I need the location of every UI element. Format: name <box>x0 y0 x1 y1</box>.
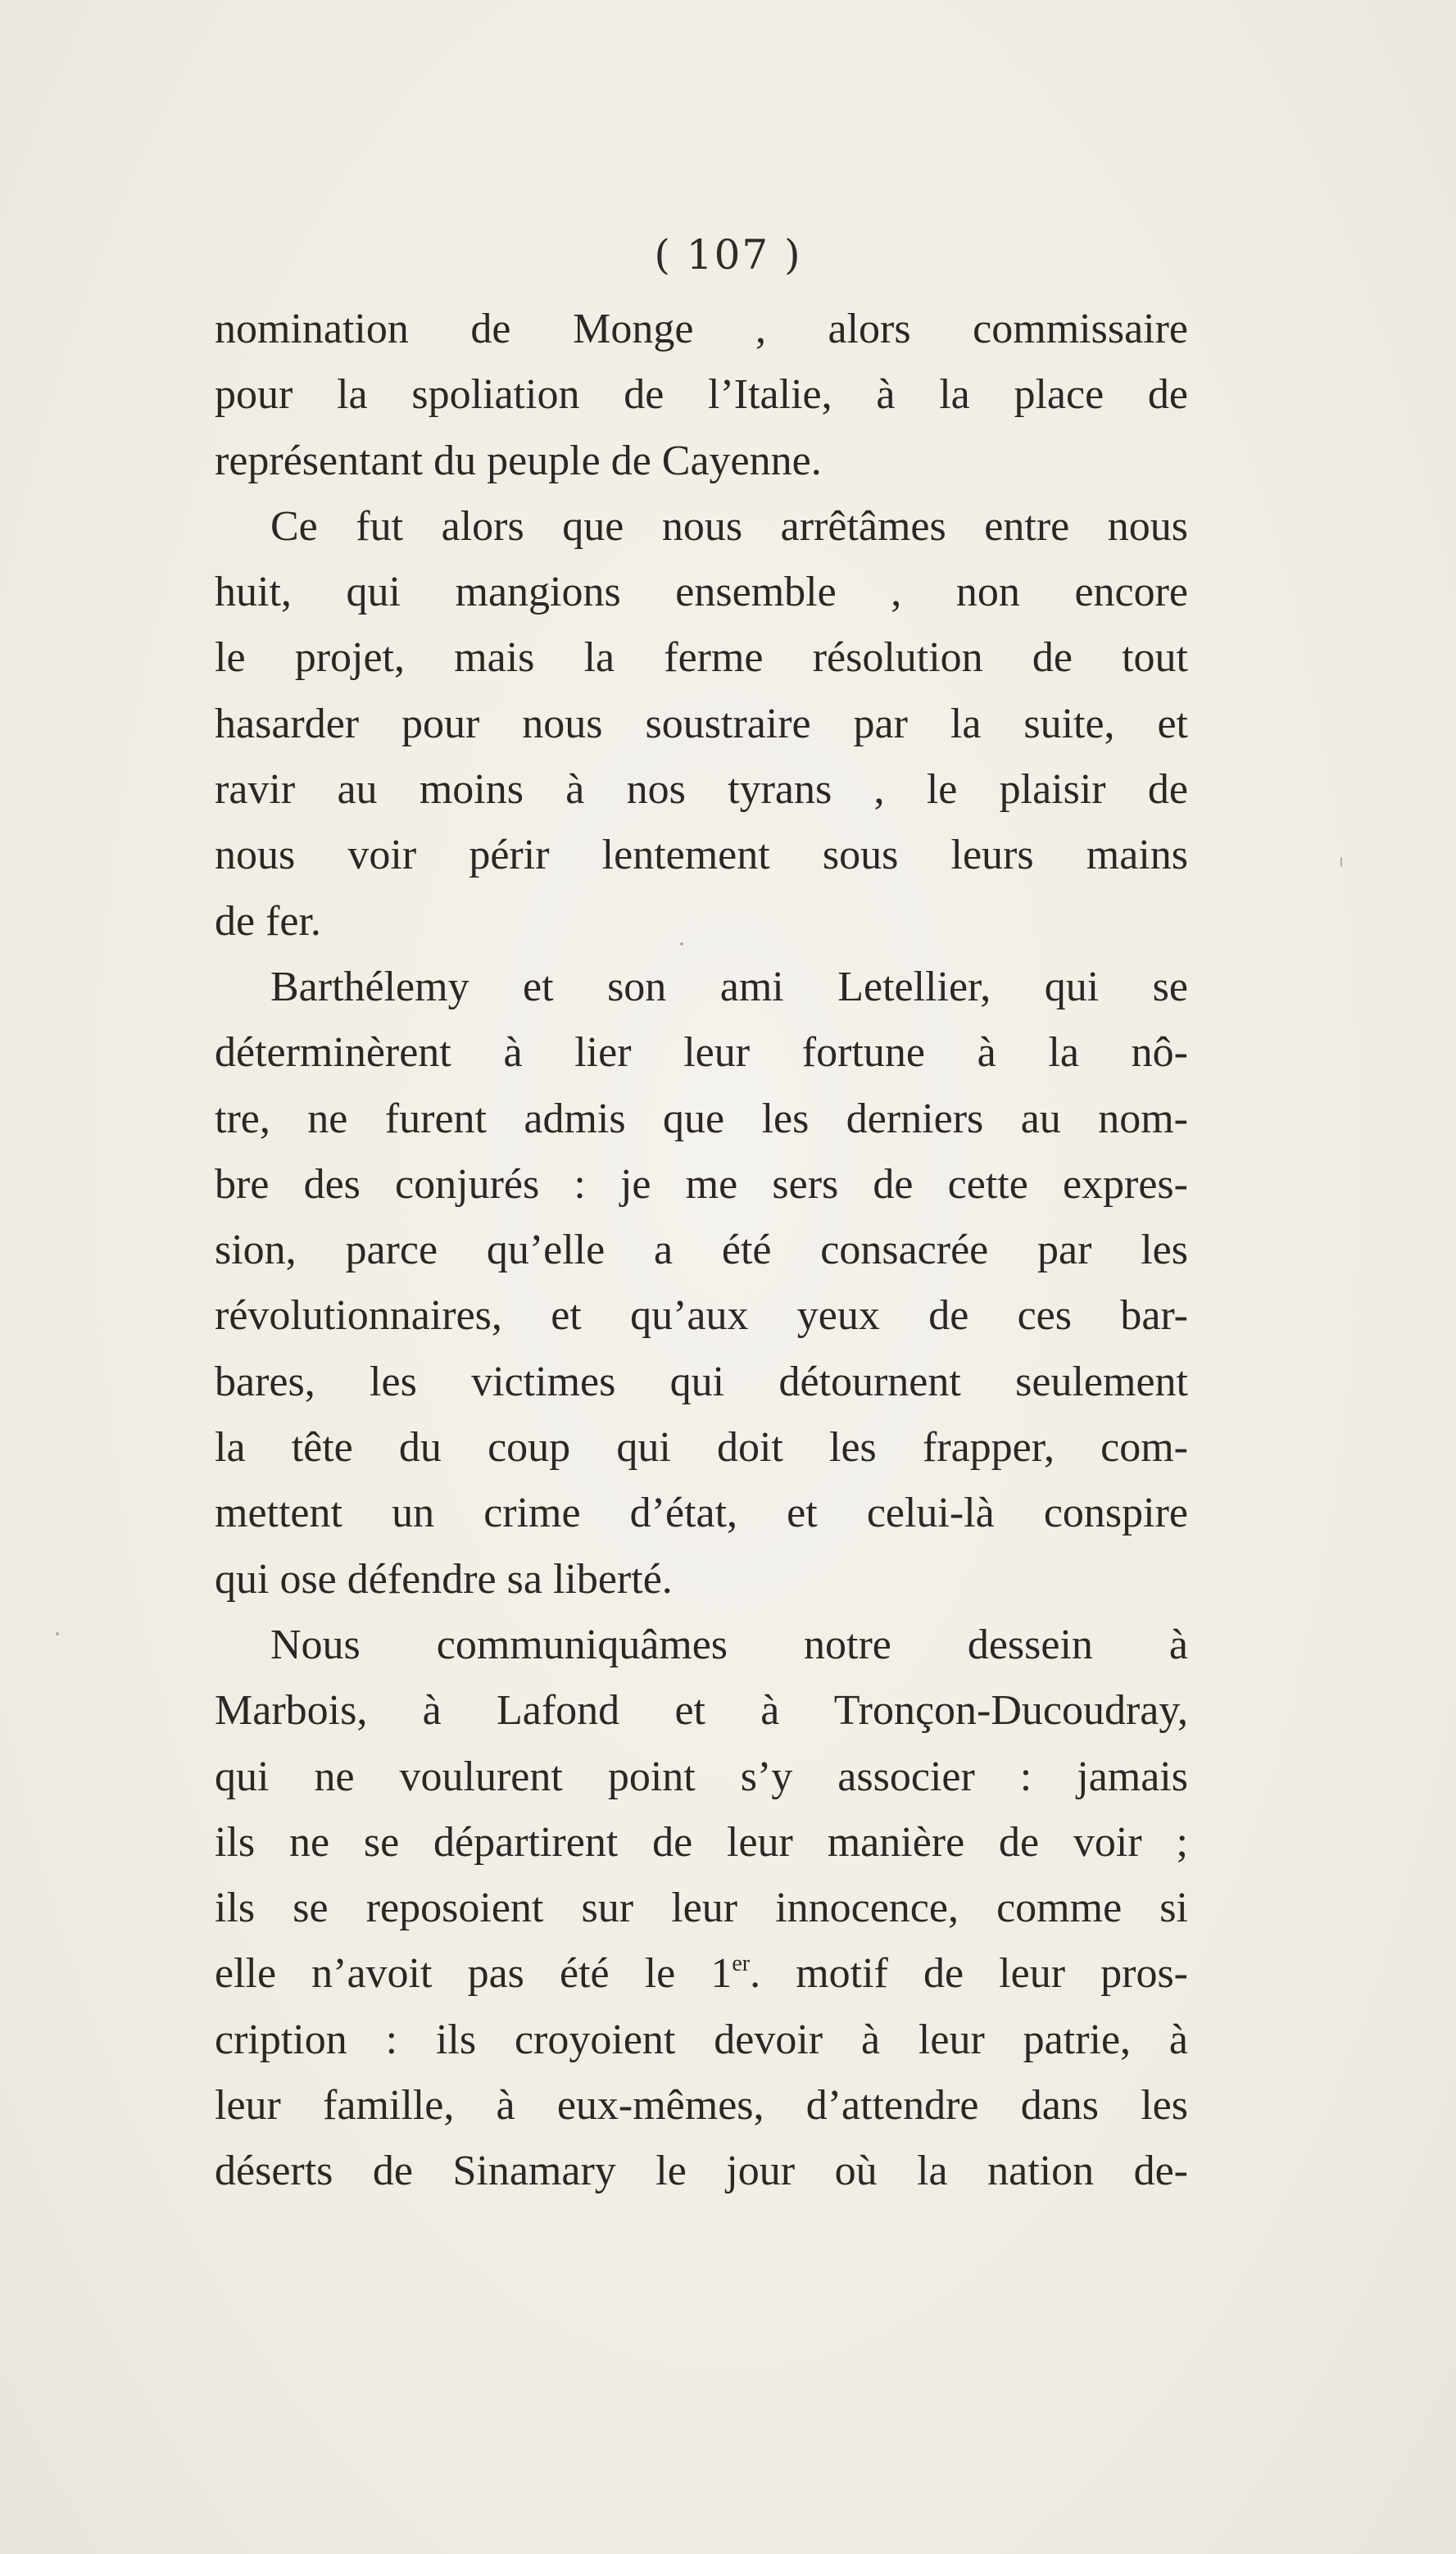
text-line: représentant du peuple de Cayenne. <box>215 437 822 484</box>
text-line: révolutionnaires, et qu’aux yeux de ces bar- <box>215 1292 1188 1340</box>
text-line: qui ose défendre sa liberté. <box>215 1555 673 1603</box>
text-line: ravir au moins à nos tyrans , le plaisir de <box>215 766 1188 814</box>
text-fragment: elle n’avoit pas été le 1 <box>215 1950 733 1998</box>
text-line: hasarder pour nous soustraire par la suite, et <box>215 700 1188 747</box>
text-line: de fer. <box>215 897 321 945</box>
page-number: ( 107 ) <box>654 231 802 279</box>
text-line: Ce fut alors que nous arrêtâmes entre nous <box>270 502 1188 550</box>
text-line: leur famille, à eux-mêmes, d’attendre dans les <box>215 2082 1188 2130</box>
text-line: mettent un crime d’état, et celui-là conspire <box>215 1490 1188 1537</box>
paper-speck <box>56 1632 59 1635</box>
text-line: cription : ils croyoient devoir à leur patrie, à <box>215 2016 1188 2063</box>
text-line: bares, les victimes qui détournent seulement <box>215 1358 1188 1405</box>
text-line: Marbois, à Lafond et à Tronçon-Ducoudray, <box>215 1687 1188 1735</box>
text-line: déterminèrent à lier leur fortune à la nô- <box>215 1029 1188 1077</box>
text-line: ils ne se départirent de leur manière de voir ; <box>215 1818 1188 1866</box>
page-body <box>215 297 1188 2205</box>
text-fragment: . motif de leur pros- <box>750 1950 1188 1998</box>
paper-speck <box>680 942 683 946</box>
text-line: sion, parce qu’elle a été consacrée par les <box>215 1227 1188 1274</box>
text-line: pour la spoliation de l’Italie, à la place de <box>215 371 1188 419</box>
text-line: la tête du coup qui doit les frapper, com- <box>215 1424 1188 1472</box>
text-line: nous voir périr lentement sous leurs mains <box>215 832 1188 879</box>
text-line: le projet, mais la ferme résolution de tout <box>215 634 1188 682</box>
text-line-with-superscript <box>215 1941 1188 2007</box>
text-line: Nous communiquâmes notre dessein à <box>270 1621 1188 1668</box>
text-line: Barthélemy et son ami Letellier, qui se <box>270 963 1188 1010</box>
text-line: déserts de Sinamary le jour où la nation de- <box>215 2148 1188 2195</box>
text-line: huit, qui mangions ensemble , non encore <box>215 569 1188 616</box>
text-line: qui ne voulurent point s’y associer : jamais <box>215 1753 1188 1800</box>
text-line: tre, ne furent admis que les derniers au nom- <box>215 1095 1188 1142</box>
paper-speck <box>1340 857 1342 867</box>
text-line: nomination de Monge , alors commissaire <box>215 306 1188 352</box>
text-line: bre des conjurés : je me sers de cette expres- <box>215 1160 1188 1208</box>
text-line: ils se reposoient sur leur innocence, comme si <box>215 1885 1188 1932</box>
superscript: er <box>732 1951 751 1977</box>
